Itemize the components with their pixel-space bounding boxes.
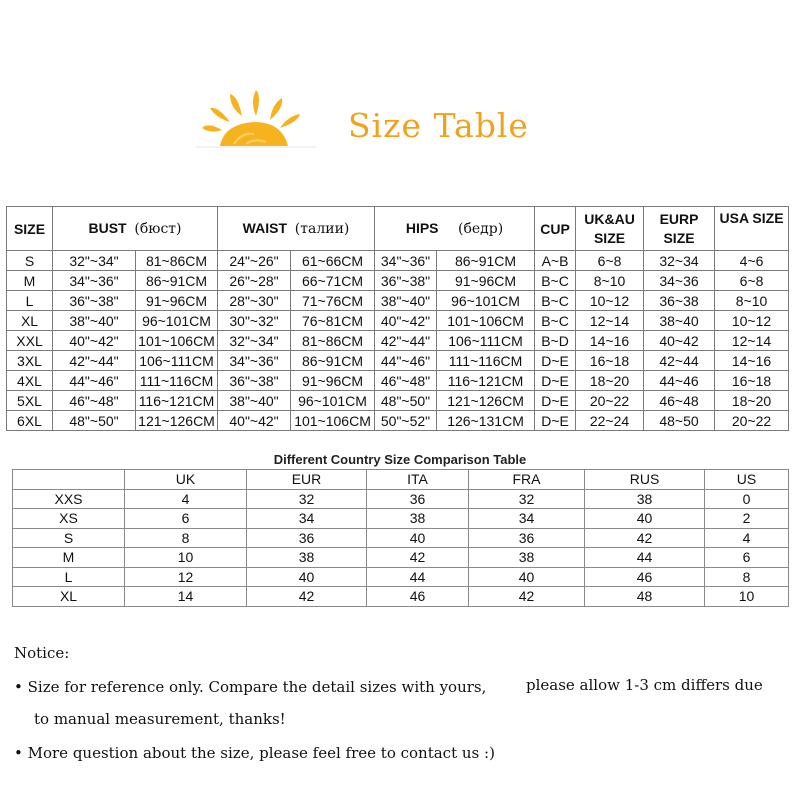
size-cell: 8~10 (576, 271, 644, 291)
header-waist-ru: (талии) (294, 221, 350, 237)
size-cell: 86~91CM (136, 271, 218, 291)
comparison-cell: 36 (367, 489, 469, 509)
size-label: S (7, 251, 53, 271)
comparison-cell: 12 (125, 567, 247, 587)
size-label: 5XL (7, 391, 53, 411)
comparison-col-header: ITA (367, 470, 469, 490)
size-cell: 81~86CM (136, 251, 218, 271)
size-row (7, 291, 789, 311)
size-cell: 38~40 (644, 311, 715, 331)
comparison-cell: 0 (705, 489, 789, 509)
size-cell: 22~24 (576, 411, 644, 431)
comparison-cell: 10 (705, 587, 789, 607)
notice-line-2: to manual measurement, thanks! (34, 710, 286, 728)
comparison-size-label: S (13, 528, 125, 548)
comparison-cell: 40 (585, 509, 705, 529)
comparison-cell: 38 (585, 489, 705, 509)
size-cell: 101~106CM (136, 331, 218, 351)
size-cell: 34~36 (644, 271, 715, 291)
size-cell: 10~12 (576, 291, 644, 311)
size-cell: 48"~50" (375, 391, 437, 411)
size-label: M (7, 271, 53, 291)
size-row (7, 371, 789, 391)
size-cell: 42"~44" (53, 351, 136, 371)
comparison-cell: 46 (367, 587, 469, 607)
comparison-cell: 8 (705, 567, 789, 587)
comparison-cell: 34 (247, 509, 367, 529)
size-label: 4XL (7, 371, 53, 391)
size-cell: 126~131CM (437, 411, 535, 431)
comparison-cell: 36 (247, 528, 367, 548)
header-eurp-2: SIZE (663, 229, 695, 246)
comparison-cell: 40 (247, 567, 367, 587)
comparison-cell: 38 (367, 509, 469, 529)
header-usa: USA SIZE (715, 207, 789, 251)
comparison-size-label: XL (13, 587, 125, 607)
size-cell: 96~101CM (437, 291, 535, 311)
size-cell: 61~66CM (291, 251, 375, 271)
size-cell: 71~76CM (291, 291, 375, 311)
size-cell: 16~18 (576, 351, 644, 371)
header-eurp-1: EURP (659, 210, 699, 227)
header-eurp (644, 207, 715, 251)
comparison-size-label: M (13, 548, 125, 568)
comparison-row (13, 489, 789, 509)
size-label: XL (7, 311, 53, 331)
size-row (7, 391, 789, 411)
size-cell: 14~16 (576, 331, 644, 351)
size-cell: 50"~52" (375, 411, 437, 431)
size-cell: 18~20 (715, 391, 789, 411)
comparison-cell: 46 (585, 567, 705, 587)
comparison-cell: 8 (125, 528, 247, 548)
size-cell: 46"~48" (375, 371, 437, 391)
comparison-cell: 10 (125, 548, 247, 568)
size-label: L (7, 291, 53, 311)
comparison-cell: 42 (469, 587, 585, 607)
size-label: 6XL (7, 411, 53, 431)
comparison-row (13, 587, 789, 607)
header-size: SIZE (7, 207, 53, 251)
size-cell: 96~101CM (291, 391, 375, 411)
comparison-cell: 42 (247, 587, 367, 607)
size-cell: 40"~42" (218, 411, 291, 431)
size-table-header (7, 207, 789, 251)
size-cell: 12~14 (715, 331, 789, 351)
size-cell: 34"~36" (53, 271, 136, 291)
size-cell: 91~96CM (291, 371, 375, 391)
size-cell: 28"~30" (218, 291, 291, 311)
size-cell: 66~71CM (291, 271, 375, 291)
size-cell: 44~46 (644, 371, 715, 391)
size-cell: 101~106CM (437, 311, 535, 331)
size-cell: 44"~46" (375, 351, 437, 371)
size-cell: 96~101CM (136, 311, 218, 331)
comparison-cell: 4 (125, 489, 247, 509)
size-cell: 30"~32" (218, 311, 291, 331)
size-cell: 10~12 (715, 311, 789, 331)
size-row (7, 331, 789, 351)
size-cell: 26"~28" (218, 271, 291, 291)
size-cell: 40"~42" (53, 331, 136, 351)
size-cell: 91~96CM (136, 291, 218, 311)
size-cell: 32"~34" (53, 251, 136, 271)
comparison-title: Different Country Size Comparison Table (273, 452, 527, 467)
comparison-cell: 36 (469, 528, 585, 548)
size-cell: 16~18 (715, 371, 789, 391)
size-cell: A~B (535, 251, 576, 271)
comparison-cell: 38 (247, 548, 367, 568)
comparison-cell: 2 (705, 509, 789, 529)
size-cell: 6~8 (715, 271, 789, 291)
comparison-cell: 40 (367, 528, 469, 548)
comparison-cell: 42 (585, 528, 705, 548)
size-cell: 91~96CM (437, 271, 535, 291)
comparison-cell: 32 (247, 489, 367, 509)
comparison-cell: 48 (585, 587, 705, 607)
comparison-cell: 14 (125, 587, 247, 607)
size-cell: 86~91CM (437, 251, 535, 271)
comparison-row (13, 548, 789, 568)
comparison-table (12, 469, 789, 607)
size-cell: D~E (535, 391, 576, 411)
sun-icon (196, 84, 316, 156)
page-title: Size Table (348, 106, 529, 145)
size-cell: 4~6 (715, 251, 789, 271)
size-cell: 24"~26" (218, 251, 291, 271)
size-cell: 48"~50" (53, 411, 136, 431)
size-cell: 8~10 (715, 291, 789, 311)
size-cell: 121~126CM (136, 411, 218, 431)
size-cell: 36"~38" (53, 291, 136, 311)
size-cell: 116~121CM (437, 371, 535, 391)
comparison-cell: 42 (367, 548, 469, 568)
size-cell: 38"~40" (375, 291, 437, 311)
notice-line-1: • Size for reference only. Compare the detail sizes with yours, (14, 678, 487, 696)
size-cell: 36"~38" (375, 271, 437, 291)
size-cell: D~E (535, 411, 576, 431)
comparison-row (13, 528, 789, 548)
comparison-cell: 44 (585, 548, 705, 568)
header-ukau-1: UK&AU (584, 210, 635, 227)
size-row (7, 311, 789, 331)
size-row (7, 271, 789, 291)
size-cell: 6~8 (576, 251, 644, 271)
size-cell: 46~48 (644, 391, 715, 411)
size-cell: 42"~44" (375, 331, 437, 351)
size-label: XXL (7, 331, 53, 351)
size-cell: 36"~38" (218, 371, 291, 391)
size-cell: 38"~40" (53, 311, 136, 331)
header-waist-label: WAIST (242, 220, 288, 236)
size-cell: 34"~36" (375, 251, 437, 271)
comparison-col-header: UK (125, 470, 247, 490)
size-cell: 42~44 (644, 351, 715, 371)
comparison-col-header: RUS (585, 470, 705, 490)
header (196, 84, 556, 156)
size-cell: 40~42 (644, 331, 715, 351)
size-label: 3XL (7, 351, 53, 371)
size-cell: 20~22 (715, 411, 789, 431)
size-table (6, 206, 789, 431)
header-bust-ru: (бюст) (134, 221, 182, 237)
comparison-cell: 32 (469, 489, 585, 509)
comparison-cell: 34 (469, 509, 585, 529)
size-cell: D~E (535, 371, 576, 391)
size-cell: 46"~48" (53, 391, 136, 411)
size-cell: 106~111CM (437, 331, 535, 351)
size-cell: 20~22 (576, 391, 644, 411)
comparison-col-header: FRA (469, 470, 585, 490)
header-waist (218, 207, 375, 251)
header-hips-label: HIPS (405, 220, 439, 236)
comparison-cell: 44 (367, 567, 469, 587)
size-cell: 111~116CM (437, 351, 535, 371)
comparison-header (13, 470, 789, 490)
size-cell: 40"~42" (375, 311, 437, 331)
comparison-size-label: XS (13, 509, 125, 529)
size-cell: D~E (535, 351, 576, 371)
size-cell: 44"~46" (53, 371, 136, 391)
size-cell: 116~121CM (136, 391, 218, 411)
size-cell: 86~91CM (291, 351, 375, 371)
size-cell: 81~86CM (291, 331, 375, 351)
comparison-col-header: US (705, 470, 789, 490)
size-cell: 111~116CM (136, 371, 218, 391)
header-ukau-2: SIZE (593, 229, 626, 246)
size-cell: 34"~36" (218, 351, 291, 371)
header-hips (375, 207, 535, 251)
size-cell: 106~111CM (136, 351, 218, 371)
size-cell: B~C (535, 291, 576, 311)
comparison-col-header: EUR (247, 470, 367, 490)
size-cell: 36~38 (644, 291, 715, 311)
comparison-cell: 6 (125, 509, 247, 529)
size-cell: B~C (535, 271, 576, 291)
size-cell: 76~81CM (291, 311, 375, 331)
comparison-size-label: XXS (13, 489, 125, 509)
size-cell: 101~106CM (291, 411, 375, 431)
comparison-cell: 38 (469, 548, 585, 568)
size-row (7, 351, 789, 371)
comparison-cell: 4 (705, 528, 789, 548)
notice-line-1b: please allow 1-3 cm differs due (526, 676, 763, 694)
size-cell: 48~50 (644, 411, 715, 431)
size-cell: 14~16 (715, 351, 789, 371)
comparison-row (13, 567, 789, 587)
size-row (7, 251, 789, 271)
size-cell: 32~34 (644, 251, 715, 271)
header-ukau (576, 207, 644, 251)
size-cell: 32"~34" (218, 331, 291, 351)
comparison-size-label: L (13, 567, 125, 587)
comparison-col-header (13, 470, 125, 490)
size-cell: 38"~40" (218, 391, 291, 411)
header-cup: CUP (535, 207, 576, 251)
size-cell: 18~20 (576, 371, 644, 391)
header-bust (53, 207, 218, 251)
header-hips-ru: (бедр) (457, 221, 504, 237)
header-bust-label: BUST (88, 220, 127, 236)
size-cell: 12~14 (576, 311, 644, 331)
comparison-row (13, 509, 789, 529)
size-row (7, 411, 789, 431)
comparison-cell: 6 (705, 548, 789, 568)
size-cell: B~C (535, 311, 576, 331)
notice-line-3: • More question about the size, please feel free to contact us :) (14, 744, 495, 762)
size-cell: B~D (535, 331, 576, 351)
notice-heading: Notice: (14, 644, 70, 662)
size-cell: 121~126CM (437, 391, 535, 411)
comparison-cell: 40 (469, 567, 585, 587)
